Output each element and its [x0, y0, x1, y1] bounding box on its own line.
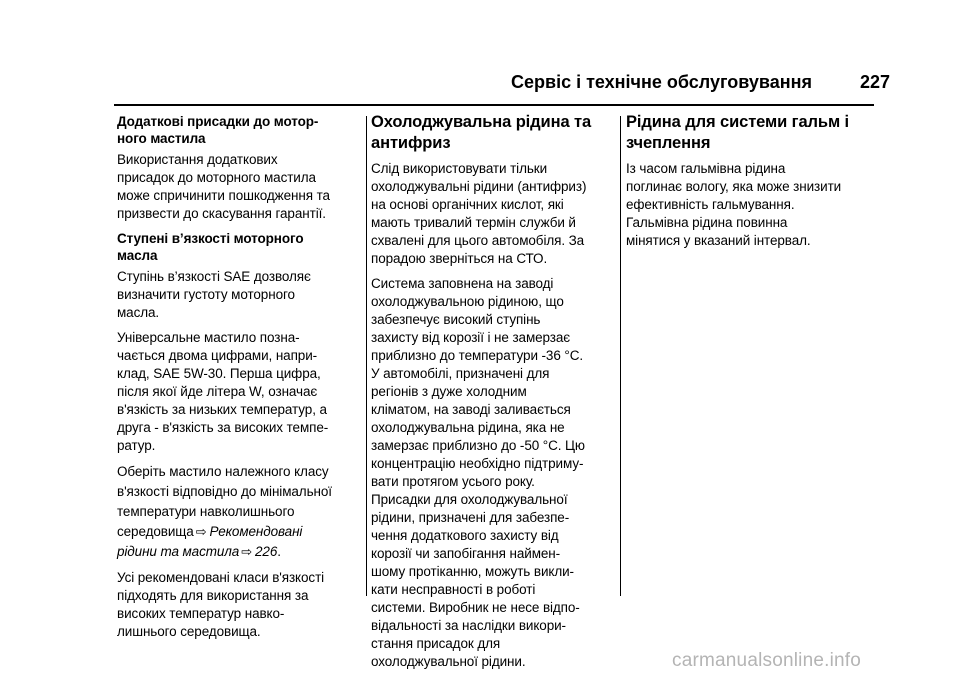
paragraph-brake-fluid: Із часом гальмівна рідина поглинає вологу, яка може знизити ефективність гальмування. Гальмівна рідина повинна мінятися у вказаний інтервал.: [626, 161, 842, 248]
reference-end-period: .: [277, 544, 281, 559]
heading-viscosity: Ступені в’язкості моторного масла: [117, 231, 304, 263]
column-divider-left: [366, 116, 367, 596]
paragraph-coolant-type: Слід використовувати тільки охолоджувальні рідини (антифриз) на основі органічних кислот, які мають тривалий термін служби й схвалені для цього автомобіля. За порадою зверніться на СТО.: [371, 161, 587, 266]
page-number: 227: [860, 72, 891, 92]
paragraph-choose-oil: [117, 462, 349, 562]
heading-additives: Додаткові присадки до мотор- ного мастила: [117, 114, 319, 146]
page-header: [0, 66, 960, 106]
paragraph-all-grades: Усі рекомендовані класи в'язкості підходять для використання за високих температур навко- лишнього середовища.: [117, 570, 325, 639]
column-left: [117, 113, 349, 648]
paragraph-coolant-system: Система заповнена на заводі охолоджувальною рідиною, що забезпечує високий ступінь захисту від корозії і не замерзає приблизно до температури -36 °C. У автомобілі, призначені для регіонів з дуже холодним кліматом, на заводі заливається охолоджувальна рідина, яка не замерзає приблизно до -50 °C. Цю концентрацію необхідно підтриму- вати протягом усього року. Присадки для охолоджувальної рідини, призначені для забезпе- чення додаткового захисту від корозії чи запобігання наймен- шому протіканню, можуть викли- кати несправності в роботі системи. Виробник не несе відпо- відальності за наслідки викори- стання присадок для охолоджувальної рідини.: [371, 276, 585, 669]
page-reference-arrow-icon: ⇨: [241, 544, 253, 559]
column-right: [626, 112, 858, 257]
paragraph-additives: Використання додаткових присадок до моторного мастила може спричинити пошкодження та призвести до скасування гарантії.: [117, 152, 330, 221]
paragraph-multigrade: Універсальне мастило позна- чається двома цифрами, напри- клад, SAE 5W-30. Перша цифра, після якої йде літера W, означає в'язкість за низьких температур, а друга - в'язкість за високих темпе- ратур.: [117, 330, 329, 453]
reference-link-fluids[interactable]: Рекомендовані рідини та мастила: [117, 524, 303, 559]
column-middle: [371, 112, 603, 678]
paragraph-viscosity-sae: Ступінь в’язкості SAE дозволяє визначити густоту моторного масла.: [117, 269, 311, 320]
reference-arrow-icon: ⇨: [195, 524, 207, 539]
choose-oil-text: Оберіть мастило належного класу в'язкості відповідно до мінімальної температури навколишнього середовища: [117, 464, 332, 539]
heading-brake-fluid: Рідина для системи гальм і зчеплення: [626, 113, 850, 152]
reference-page-number[interactable]: 226: [255, 544, 278, 559]
heading-coolant: Охолоджувальна рідина та антифриз: [371, 113, 592, 152]
header-rule: [114, 104, 874, 106]
column-divider-right: [620, 116, 621, 596]
page-title: Сервіс і технічне обслуговування: [511, 72, 812, 92]
watermark: carmanualsonline.info: [672, 650, 862, 671]
